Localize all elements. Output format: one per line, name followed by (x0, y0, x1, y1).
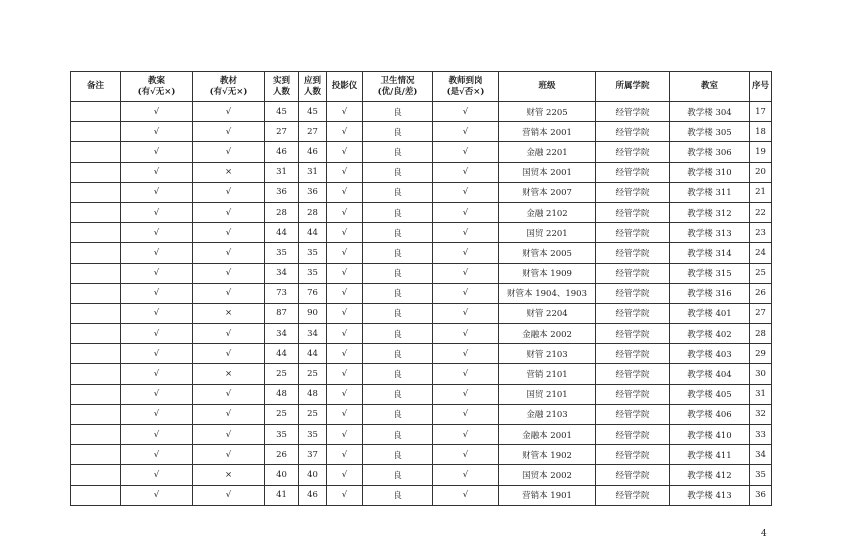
cell-classroom: 教学楼 306 (670, 142, 750, 162)
cell-textbook: √ (193, 324, 265, 344)
table-body (71, 102, 772, 506)
inspection-table-container (70, 71, 771, 506)
cell-projector: √ (327, 303, 363, 323)
cell-teacher: √ (433, 202, 499, 222)
cell-hygiene: 良 (363, 485, 433, 505)
cell-classroom: 教学楼 310 (670, 162, 750, 182)
cell-index: 17 (750, 102, 772, 122)
cell-hygiene: 良 (363, 223, 433, 243)
cell-lesson-plan: √ (121, 122, 193, 142)
cell-remark (71, 162, 121, 182)
cell-teacher: √ (433, 465, 499, 485)
cell-index: 19 (750, 142, 772, 162)
cell-actual: 35 (265, 425, 299, 445)
cell-class: 金融 2102 (499, 202, 596, 222)
cell-college: 经管学院 (596, 364, 670, 384)
cell-actual: 44 (265, 223, 299, 243)
cell-actual: 45 (265, 102, 299, 122)
cell-expected: 90 (299, 303, 327, 323)
cell-remark (71, 324, 121, 344)
cell-hygiene: 良 (363, 102, 433, 122)
cell-class: 营销本 1901 (499, 485, 596, 505)
cell-textbook: × (193, 303, 265, 323)
header-classroom: 教室 (670, 72, 750, 102)
cell-expected: 44 (299, 344, 327, 364)
cell-class: 国贸本 2002 (499, 465, 596, 485)
cell-hygiene: 良 (363, 182, 433, 202)
cell-remark (71, 223, 121, 243)
cell-college: 经管学院 (596, 303, 670, 323)
cell-expected: 28 (299, 202, 327, 222)
cell-teacher: √ (433, 162, 499, 182)
header-actual: 实到 人数 (265, 72, 299, 102)
header-projector: 投影仪 (327, 72, 363, 102)
table-row (71, 425, 772, 445)
table-row (71, 182, 772, 202)
cell-actual: 28 (265, 202, 299, 222)
cell-hygiene: 良 (363, 324, 433, 344)
cell-actual: 87 (265, 303, 299, 323)
cell-class: 金融本 2002 (499, 324, 596, 344)
cell-classroom: 教学楼 401 (670, 303, 750, 323)
cell-expected: 25 (299, 364, 327, 384)
cell-lesson-plan: √ (121, 344, 193, 364)
cell-class: 财管本 1909 (499, 263, 596, 283)
cell-remark (71, 404, 121, 424)
cell-remark (71, 142, 121, 162)
cell-hygiene: 良 (363, 425, 433, 445)
header-textbook: 教材 (有√无×) (193, 72, 265, 102)
cell-classroom: 教学楼 314 (670, 243, 750, 263)
cell-expected: 35 (299, 243, 327, 263)
cell-hygiene: 良 (363, 364, 433, 384)
cell-index: 34 (750, 445, 772, 465)
cell-actual: 26 (265, 445, 299, 465)
cell-projector: √ (327, 122, 363, 142)
cell-projector: √ (327, 182, 363, 202)
cell-hygiene: 良 (363, 263, 433, 283)
header-index: 序号 (750, 72, 772, 102)
cell-projector: √ (327, 162, 363, 182)
cell-teacher: √ (433, 263, 499, 283)
cell-expected: 35 (299, 263, 327, 283)
classroom-inspection-table (70, 71, 772, 506)
cell-lesson-plan: √ (121, 404, 193, 424)
cell-college: 经管学院 (596, 324, 670, 344)
cell-remark (71, 445, 121, 465)
cell-textbook: × (193, 465, 265, 485)
cell-actual: 40 (265, 465, 299, 485)
cell-classroom: 教学楼 402 (670, 324, 750, 344)
cell-classroom: 教学楼 413 (670, 485, 750, 505)
cell-projector: √ (327, 425, 363, 445)
cell-college: 经管学院 (596, 122, 670, 142)
cell-college: 经管学院 (596, 142, 670, 162)
cell-textbook: √ (193, 485, 265, 505)
cell-remark (71, 202, 121, 222)
cell-index: 30 (750, 364, 772, 384)
cell-projector: √ (327, 263, 363, 283)
cell-textbook: √ (193, 102, 265, 122)
cell-lesson-plan: √ (121, 425, 193, 445)
cell-expected: 48 (299, 384, 327, 404)
cell-classroom: 教学楼 404 (670, 364, 750, 384)
cell-expected: 46 (299, 485, 327, 505)
cell-actual: 25 (265, 404, 299, 424)
cell-index: 18 (750, 122, 772, 142)
cell-index: 31 (750, 384, 772, 404)
cell-class: 财管 2204 (499, 303, 596, 323)
cell-remark (71, 364, 121, 384)
table-row (71, 364, 772, 384)
cell-index: 22 (750, 202, 772, 222)
cell-index: 20 (750, 162, 772, 182)
cell-lesson-plan: √ (121, 465, 193, 485)
table-row (71, 243, 772, 263)
cell-college: 经管学院 (596, 202, 670, 222)
cell-textbook: √ (193, 243, 265, 263)
table-row (71, 324, 772, 344)
cell-lesson-plan: √ (121, 162, 193, 182)
cell-class: 财管本 2007 (499, 182, 596, 202)
table-row (71, 303, 772, 323)
cell-class: 营销本 2001 (499, 122, 596, 142)
table-row (71, 263, 772, 283)
cell-expected: 36 (299, 182, 327, 202)
cell-projector: √ (327, 404, 363, 424)
cell-remark (71, 465, 121, 485)
header-college: 所属学院 (596, 72, 670, 102)
cell-teacher: √ (433, 364, 499, 384)
cell-actual: 41 (265, 485, 299, 505)
cell-projector: √ (327, 445, 363, 465)
cell-textbook: √ (193, 182, 265, 202)
cell-projector: √ (327, 364, 363, 384)
cell-textbook: √ (193, 425, 265, 445)
cell-actual: 31 (265, 162, 299, 182)
cell-index: 27 (750, 303, 772, 323)
cell-index: 21 (750, 182, 772, 202)
cell-college: 经管学院 (596, 384, 670, 404)
cell-remark (71, 485, 121, 505)
cell-classroom: 教学楼 304 (670, 102, 750, 122)
cell-remark (71, 243, 121, 263)
table-row (71, 445, 772, 465)
cell-class: 财管本 1902 (499, 445, 596, 465)
cell-expected: 45 (299, 102, 327, 122)
cell-remark (71, 263, 121, 283)
cell-class: 财管 2205 (499, 102, 596, 122)
cell-classroom: 教学楼 412 (670, 465, 750, 485)
cell-textbook: √ (193, 122, 265, 142)
table-row (71, 384, 772, 404)
cell-index: 29 (750, 344, 772, 364)
cell-expected: 25 (299, 404, 327, 424)
table-row (71, 162, 772, 182)
cell-expected: 44 (299, 223, 327, 243)
cell-projector: √ (327, 465, 363, 485)
cell-teacher: √ (433, 445, 499, 465)
cell-hygiene: 良 (363, 404, 433, 424)
cell-class: 营销 2101 (499, 364, 596, 384)
cell-textbook: √ (193, 384, 265, 404)
cell-expected: 37 (299, 445, 327, 465)
cell-lesson-plan: √ (121, 263, 193, 283)
header-teacher: 教师到岗 (是√否×) (433, 72, 499, 102)
cell-index: 28 (750, 324, 772, 344)
table-row (71, 283, 772, 303)
cell-teacher: √ (433, 344, 499, 364)
cell-lesson-plan: √ (121, 102, 193, 122)
cell-remark (71, 303, 121, 323)
cell-expected: 76 (299, 283, 327, 303)
cell-class: 国贸本 2001 (499, 162, 596, 182)
cell-classroom: 教学楼 313 (670, 223, 750, 243)
cell-classroom: 教学楼 316 (670, 283, 750, 303)
cell-projector: √ (327, 223, 363, 243)
cell-textbook: × (193, 364, 265, 384)
cell-teacher: √ (433, 102, 499, 122)
cell-actual: 48 (265, 384, 299, 404)
cell-textbook: √ (193, 404, 265, 424)
cell-actual: 34 (265, 263, 299, 283)
header-expected: 应到 人数 (299, 72, 327, 102)
table-row (71, 142, 772, 162)
cell-hygiene: 良 (363, 445, 433, 465)
cell-expected: 40 (299, 465, 327, 485)
cell-textbook: √ (193, 263, 265, 283)
table-row (71, 344, 772, 364)
table-row (71, 122, 772, 142)
cell-college: 经管学院 (596, 344, 670, 364)
cell-college: 经管学院 (596, 102, 670, 122)
table-row (71, 465, 772, 485)
cell-lesson-plan: √ (121, 445, 193, 465)
cell-remark (71, 425, 121, 445)
table-row (71, 202, 772, 222)
cell-projector: √ (327, 243, 363, 263)
cell-expected: 35 (299, 425, 327, 445)
cell-teacher: √ (433, 384, 499, 404)
cell-classroom: 教学楼 311 (670, 182, 750, 202)
cell-actual: 27 (265, 122, 299, 142)
table-row (71, 404, 772, 424)
cell-lesson-plan: √ (121, 243, 193, 263)
cell-remark (71, 182, 121, 202)
cell-index: 26 (750, 283, 772, 303)
cell-teacher: √ (433, 223, 499, 243)
cell-teacher: √ (433, 485, 499, 505)
cell-college: 经管学院 (596, 182, 670, 202)
cell-teacher: √ (433, 182, 499, 202)
cell-class: 财管本 2005 (499, 243, 596, 263)
cell-remark (71, 384, 121, 404)
cell-classroom: 教学楼 406 (670, 404, 750, 424)
cell-college: 经管学院 (596, 263, 670, 283)
cell-textbook: √ (193, 223, 265, 243)
cell-projector: √ (327, 283, 363, 303)
cell-hygiene: 良 (363, 344, 433, 364)
cell-classroom: 教学楼 405 (670, 384, 750, 404)
header-remark: 备注 (71, 72, 121, 102)
cell-lesson-plan: √ (121, 324, 193, 344)
cell-classroom: 教学楼 305 (670, 122, 750, 142)
header-row (71, 72, 772, 102)
cell-expected: 46 (299, 142, 327, 162)
cell-teacher: √ (433, 122, 499, 142)
cell-projector: √ (327, 202, 363, 222)
cell-teacher: √ (433, 142, 499, 162)
cell-class: 财管 2103 (499, 344, 596, 364)
header-hygiene: 卫生情况 (优/良/差) (363, 72, 433, 102)
cell-textbook: √ (193, 344, 265, 364)
cell-hygiene: 良 (363, 142, 433, 162)
cell-lesson-plan: √ (121, 303, 193, 323)
cell-index: 24 (750, 243, 772, 263)
cell-classroom: 教学楼 403 (670, 344, 750, 364)
cell-actual: 25 (265, 364, 299, 384)
cell-college: 经管学院 (596, 162, 670, 182)
cell-teacher: √ (433, 283, 499, 303)
cell-college: 经管学院 (596, 445, 670, 465)
cell-textbook: √ (193, 202, 265, 222)
cell-teacher: √ (433, 404, 499, 424)
cell-classroom: 教学楼 312 (670, 202, 750, 222)
cell-lesson-plan: √ (121, 223, 193, 243)
cell-hygiene: 良 (363, 303, 433, 323)
cell-teacher: √ (433, 324, 499, 344)
cell-index: 25 (750, 263, 772, 283)
cell-remark (71, 344, 121, 364)
cell-class: 金融本 2001 (499, 425, 596, 445)
cell-college: 经管学院 (596, 425, 670, 445)
cell-college: 经管学院 (596, 223, 670, 243)
table-row (71, 102, 772, 122)
cell-index: 35 (750, 465, 772, 485)
cell-hygiene: 良 (363, 122, 433, 142)
cell-projector: √ (327, 485, 363, 505)
table-row (71, 223, 772, 243)
cell-remark (71, 283, 121, 303)
cell-classroom: 教学楼 411 (670, 445, 750, 465)
cell-hygiene: 良 (363, 384, 433, 404)
cell-index: 32 (750, 404, 772, 424)
cell-class: 财管本 1904、1903 (499, 283, 596, 303)
cell-actual: 44 (265, 344, 299, 364)
cell-index: 36 (750, 485, 772, 505)
cell-projector: √ (327, 102, 363, 122)
cell-lesson-plan: √ (121, 202, 193, 222)
cell-projector: √ (327, 344, 363, 364)
cell-class: 金融 2201 (499, 142, 596, 162)
cell-lesson-plan: √ (121, 485, 193, 505)
cell-textbook: √ (193, 445, 265, 465)
cell-class: 国贸 2201 (499, 223, 596, 243)
cell-college: 经管学院 (596, 485, 670, 505)
cell-lesson-plan: √ (121, 182, 193, 202)
cell-college: 经管学院 (596, 404, 670, 424)
cell-hygiene: 良 (363, 162, 433, 182)
cell-index: 23 (750, 223, 772, 243)
header-class: 班级 (499, 72, 596, 102)
cell-college: 经管学院 (596, 243, 670, 263)
page-number: 4 (761, 529, 767, 539)
cell-lesson-plan: √ (121, 364, 193, 384)
cell-expected: 34 (299, 324, 327, 344)
cell-remark (71, 102, 121, 122)
cell-textbook: × (193, 162, 265, 182)
cell-class: 国贸 2101 (499, 384, 596, 404)
table-row (71, 485, 772, 505)
cell-actual: 35 (265, 243, 299, 263)
cell-lesson-plan: √ (121, 283, 193, 303)
cell-hygiene: 良 (363, 202, 433, 222)
cell-expected: 31 (299, 162, 327, 182)
cell-actual: 46 (265, 142, 299, 162)
cell-index: 33 (750, 425, 772, 445)
cell-projector: √ (327, 384, 363, 404)
cell-lesson-plan: √ (121, 142, 193, 162)
cell-college: 经管学院 (596, 465, 670, 485)
cell-remark (71, 122, 121, 142)
cell-classroom: 教学楼 410 (670, 425, 750, 445)
cell-lesson-plan: √ (121, 384, 193, 404)
cell-college: 经管学院 (596, 283, 670, 303)
cell-expected: 27 (299, 122, 327, 142)
cell-teacher: √ (433, 425, 499, 445)
cell-actual: 34 (265, 324, 299, 344)
cell-teacher: √ (433, 303, 499, 323)
cell-projector: √ (327, 324, 363, 344)
cell-textbook: √ (193, 142, 265, 162)
cell-hygiene: 良 (363, 465, 433, 485)
cell-hygiene: 良 (363, 243, 433, 263)
cell-actual: 73 (265, 283, 299, 303)
cell-classroom: 教学楼 315 (670, 263, 750, 283)
cell-projector: √ (327, 142, 363, 162)
cell-textbook: √ (193, 283, 265, 303)
cell-teacher: √ (433, 243, 499, 263)
cell-actual: 36 (265, 182, 299, 202)
cell-class: 金融 2103 (499, 404, 596, 424)
header-lesson-plan: 教案 (有√无×) (121, 72, 193, 102)
cell-hygiene: 良 (363, 283, 433, 303)
